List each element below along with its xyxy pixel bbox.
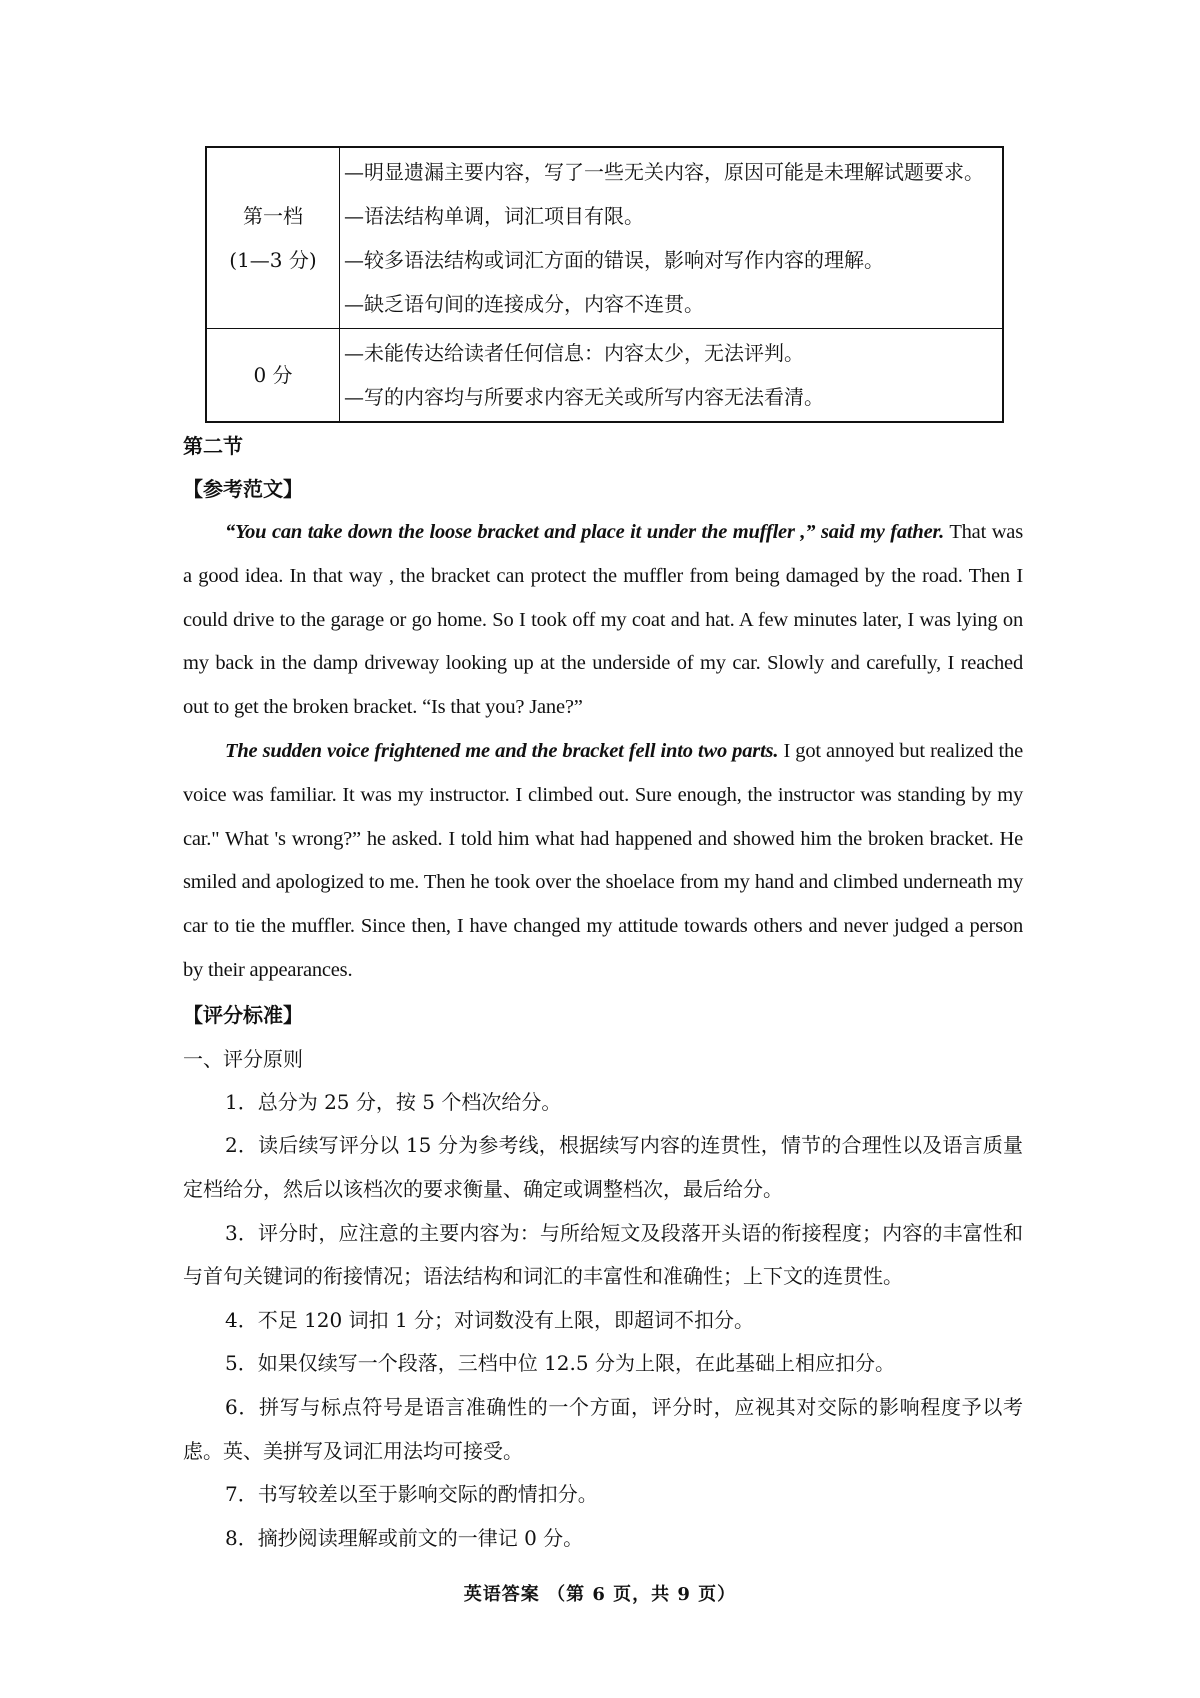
rule-item: 3．评分时，应注意的主要内容为：与所给短文及段落开头语的衔接程度；内容的丰富性和与首句关键词的衔接情况；语法结构和词汇的丰富性和准确性；上下文的连贯性。	[183, 1220, 1023, 1289]
principles-heading: 一、评分原则	[183, 1046, 303, 1071]
essay-paragraph-2	[183, 730, 1023, 993]
description-line: —未能传达给读者任何信息：内容太少，无法评判。	[344, 341, 804, 365]
description-line: —缺乏语句间的连接成分，内容不连贯。	[344, 292, 704, 316]
section-title: 第二节	[183, 434, 243, 458]
description-cell	[340, 329, 1004, 423]
table-row	[206, 329, 1003, 423]
rule-item: 1．总分为 25 分，按 5 个档次给分。	[225, 1089, 562, 1114]
criteria-heading: 【评分标准】	[183, 1002, 303, 1027]
sample-essay-heading: 【参考范文】	[183, 477, 303, 501]
description-line: —明显遗漏主要内容，写了一些无关内容，原因可能是未理解试题要求。	[344, 160, 984, 184]
essay-paragraph-1	[183, 511, 1023, 730]
essay-lead-sentence: The sudden voice frightened me and the bracket fell into two parts.	[225, 739, 779, 762]
level-cell	[206, 147, 340, 329]
description-line: —较多语法结构或词汇方面的错误，影响对写作内容的理解。	[344, 248, 884, 272]
main-content	[183, 425, 1023, 1560]
rule-item: 5．如果仅续写一个段落，三档中位 12.5 分为上限，在此基础上相应扣分。	[225, 1351, 895, 1376]
description-line: —写的内容均与所要求内容无关或所写内容无法看清。	[344, 385, 824, 409]
description-line: —语法结构单调，词汇项目有限。	[344, 204, 644, 228]
rule-item: 2．读后续写评分以 15 分为参考线，根据续写内容的连贯性，情节的合理性以及语言质量定档给分，然后以该档次的要求衡量、确定或调整档次，最后给分。	[183, 1133, 1023, 1201]
essay-body-text: That was a good idea. In that way , the bracket can protect the muffler from being damaged by the road. Then I could drive to the garage or go home. So I took off my coat and hat. A few minutes later, I was lying on my back in the damp driveway looking up at the underside of my car. Slowly and carefully, I reached out to get the broken bracket. “Is that you? Jane?”	[183, 521, 1023, 719]
rule-item: 6．拼写与标点符号是语言准确性的一个方面，评分时，应视其对交际的影响程度予以考虑。英、美拼写及词汇用法均可接受。	[183, 1394, 1023, 1463]
rule-item: 8．摘抄阅读理解或前文的一律记 0 分。	[225, 1525, 584, 1550]
essay-body-text: I got annoyed but realized the voice was familiar. It was my instructor. I climbed out. Sure enough, the instructor was standing by my car." What 's wrong?” he asked. I told him what had happened and showed him the broken bracket. He smiled and apologized to me. Then he took over the shoelace from my hand and climbed underneath my car to tie the muffler. Since then, I have changed my attitude towards others and never judged a person by their appearances.	[183, 739, 1023, 981]
level-range: (1—3 分)	[229, 248, 317, 272]
grade-table	[205, 146, 1004, 423]
page-footer: 英语答案 （第 6 页，共 9 页）	[463, 1584, 737, 1605]
rule-item: 4．不足 120 词扣 1 分；对词数没有上限，即超词不扣分。	[225, 1307, 755, 1332]
description-cell	[340, 147, 1004, 329]
level-name: 第一档	[243, 204, 303, 228]
level-cell	[206, 329, 340, 423]
table-row	[206, 147, 1003, 329]
rule-item: 7．书写较差以至于影响交际的酌情扣分。	[225, 1482, 598, 1507]
essay-lead-sentence: “You can take down the loose bracket and place it under the muffler ,” said my father.	[225, 521, 945, 543]
level-name: 0 分	[253, 363, 293, 387]
